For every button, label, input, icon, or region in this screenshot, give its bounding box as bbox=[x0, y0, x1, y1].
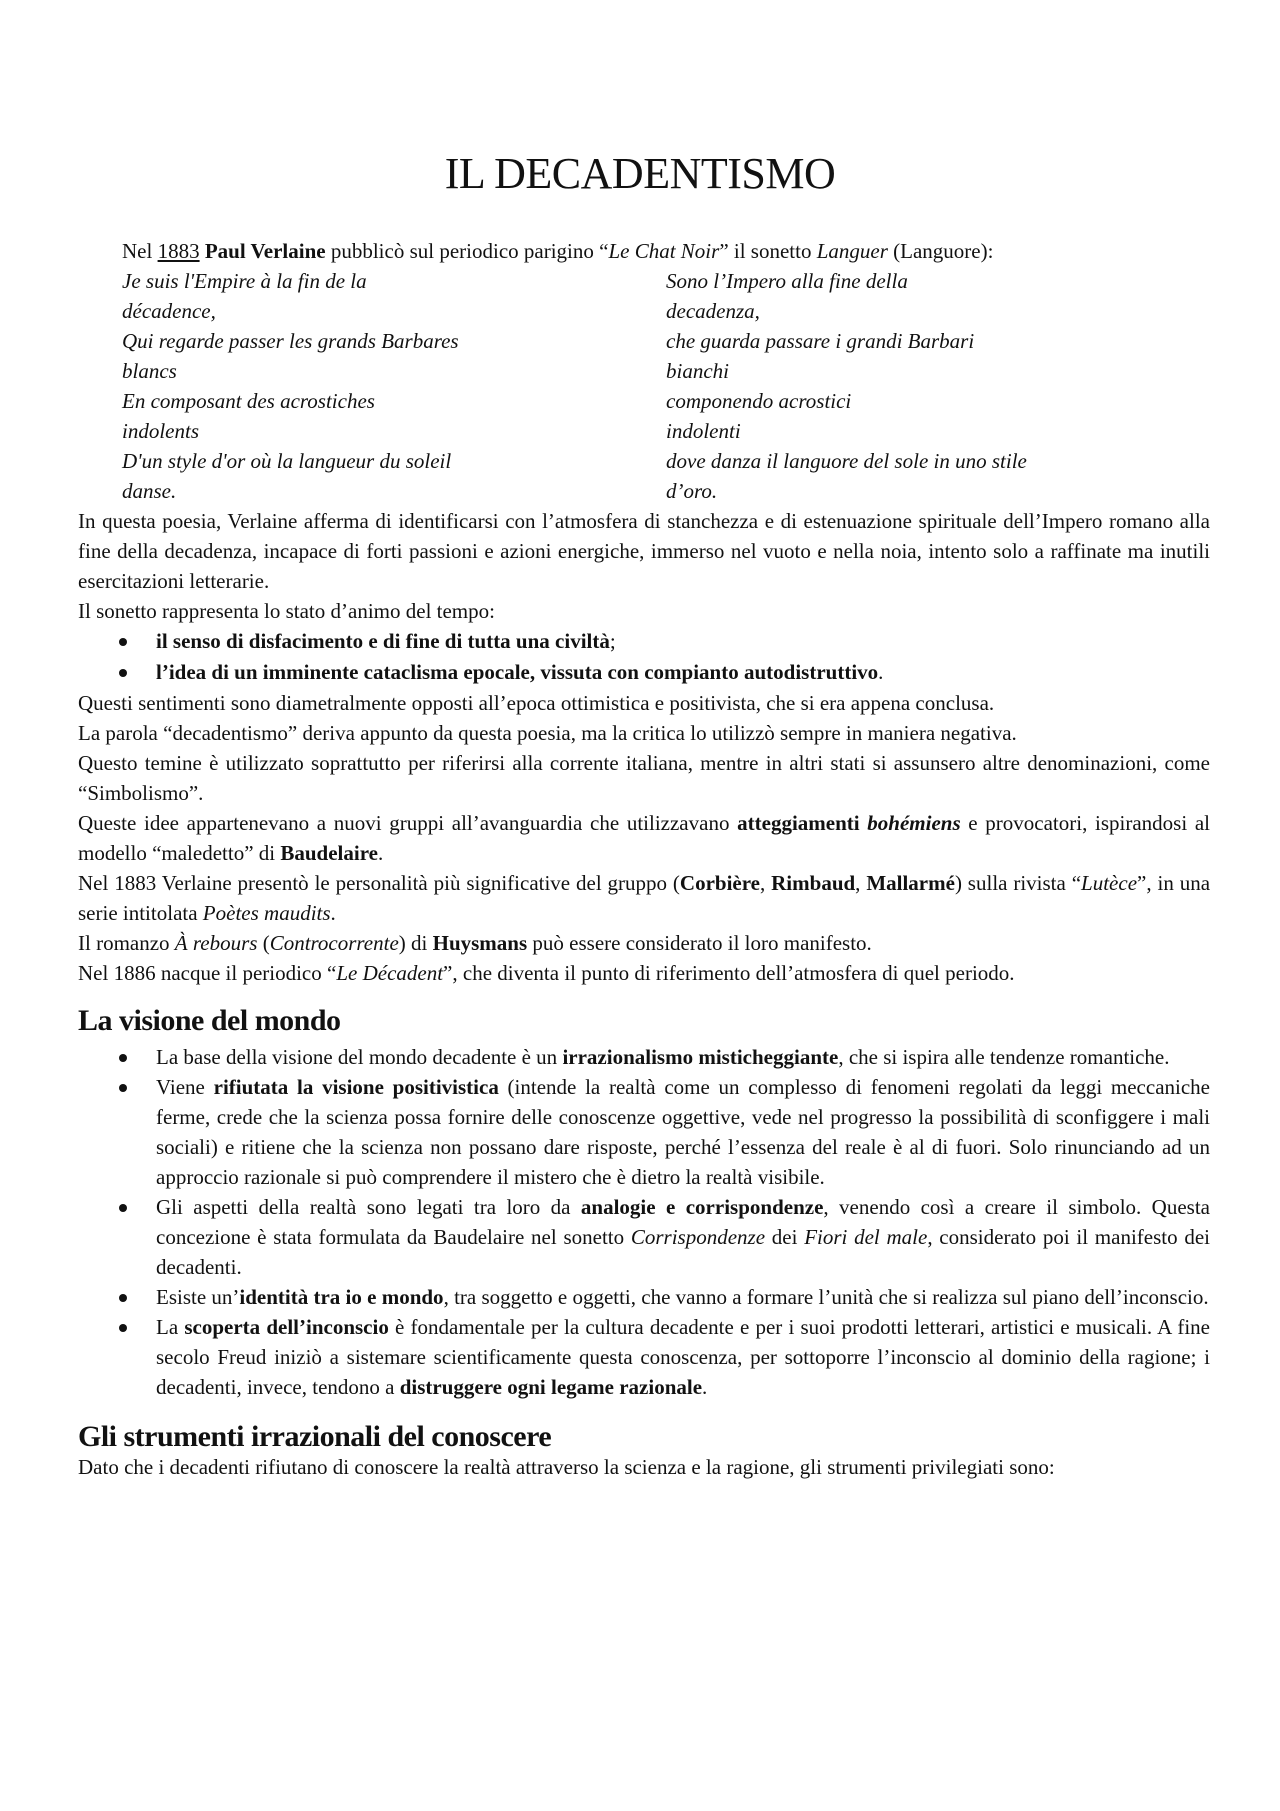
intro-text: pubblicò sul periodico parigino “ bbox=[325, 239, 609, 263]
bullet-icon bbox=[119, 1084, 127, 1092]
bold-italic-run: bohémiens bbox=[867, 811, 961, 835]
bold-run: analogie e corrispondenze bbox=[580, 1195, 824, 1219]
poem-line: D'un style d'or où la langueur du soleil bbox=[122, 449, 452, 473]
list-item bbox=[78, 657, 1210, 688]
bold-run: rifiutata la visione positivistica bbox=[213, 1075, 499, 1099]
poem-line: blancs bbox=[122, 359, 177, 383]
list-item bbox=[78, 1042, 1210, 1072]
text-run: ) sulla rivista “ bbox=[954, 871, 1082, 895]
text-run: , che si ispira alle tendenze romantiche. bbox=[838, 1045, 1170, 1069]
text-run: Nel 1886 nacque il periodico “ bbox=[78, 961, 337, 985]
text-run: , bbox=[855, 871, 867, 895]
text-run: , bbox=[760, 871, 772, 895]
bullet-list-sonetto bbox=[78, 626, 1210, 688]
poem-line: indolenti bbox=[666, 419, 741, 443]
italic-run: Le Décadent bbox=[336, 961, 444, 985]
bullet-list-visione bbox=[78, 1042, 1210, 1402]
paragraph-idee bbox=[78, 808, 1210, 868]
paragraph-termine: Questo temine è utilizzato soprattutto per riferirsi alla corrente italiana, mentre in altri stati si assunsero altre denominazioni, come “Simbolismo”. bbox=[78, 751, 1210, 805]
italic-run: À rebours bbox=[174, 931, 258, 955]
bullet-icon bbox=[119, 1324, 127, 1332]
intro-paragraph bbox=[78, 236, 1210, 266]
intro-text: ” il sonetto bbox=[719, 239, 817, 263]
poem-translation bbox=[666, 266, 1210, 506]
bold-run: distruggere ogni legame razionale bbox=[399, 1375, 703, 1399]
intro-year: 1883 bbox=[157, 239, 200, 263]
poem-line: componendo acrostici bbox=[666, 389, 852, 413]
text-run: ( bbox=[257, 931, 270, 955]
bold-run: identità tra io e mondo bbox=[239, 1285, 444, 1309]
text-run: Viene bbox=[156, 1075, 214, 1099]
text-run: è fondamentale per la cultura decadente e per i suoi prodotti letterari, artistici e musicali. A fine secolo Freud iniziò a sistemare scientificamente questa conoscenza, per sottoporre l’inconscio al dominio della ragione; i decadenti, invece, tendono a bbox=[156, 1315, 1210, 1399]
text-run: La base della visione del mondo decadente è un bbox=[156, 1045, 563, 1069]
text-run: Gli aspetti della realtà sono legati tra loro da bbox=[156, 1195, 581, 1219]
text-run: ) di bbox=[398, 931, 433, 955]
text-run: dei bbox=[765, 1225, 805, 1249]
italic-run: Corrispondenze bbox=[630, 1225, 766, 1249]
poem-original bbox=[122, 266, 666, 506]
bold-run: Corbière bbox=[679, 871, 760, 895]
paragraph-poesia: In questa poesia, Verlaine afferma di identificarsi con l’atmosfera di stanchezza e di estenuazione spirituale dell’Impero romano alla fine della decadenza, incapace di forti passioni e azioni energiche, immerso nel vuoto e nella noia, intento solo a raffinate ma inutili esercitazioni letterarie. bbox=[78, 509, 1210, 593]
bullet-icon bbox=[119, 669, 127, 677]
paragraph-1886 bbox=[78, 958, 1210, 988]
italic-run: Poètes maudits bbox=[202, 901, 331, 925]
poem-line: d’oro. bbox=[666, 479, 718, 503]
bold-run: Rimbaud bbox=[771, 871, 856, 895]
text-run: , tra soggetto e oggetti, che vanno a formare l’unità che si realizza sul piano dell’inconscio. bbox=[443, 1285, 1209, 1309]
section-heading-strumenti: Gli strumenti irrazionali del conoscere bbox=[78, 1420, 552, 1453]
italic-run: Fiori del male bbox=[804, 1225, 928, 1249]
bold-run: Mallarmé bbox=[866, 871, 955, 895]
poem-line: dove danza il languore del sole in uno stile bbox=[666, 449, 1027, 473]
text-run: . bbox=[377, 841, 384, 865]
paragraph-1883 bbox=[78, 868, 1210, 928]
bold-run: Huysmans bbox=[432, 931, 528, 955]
paragraph-sentimenti: Questi sentimenti sono diametralmente opposti all’epoca ottimistica e positivista, che si era appena conclusa. bbox=[78, 691, 995, 715]
text-run: La bbox=[156, 1315, 185, 1339]
paragraph-parola: La parola “decadentismo” deriva appunto da questa poesia, ma la critica lo utilizzò sempre in maniera negativa. bbox=[78, 721, 1017, 745]
bullet-icon bbox=[119, 638, 127, 646]
bullet-bold-text: il senso di disfacimento e di fine di tutta una civiltà bbox=[156, 629, 610, 653]
text-run: (intende la realtà come un complesso di fenomeni regolati da leggi meccaniche ferme, crede che la scienza possa fornire delle conoscenze oggettive, vede nel progresso la possibilità di sconfiggere i mali sociali) e ritiene che la scienza non possano dare risposte, perché l’essenza del reale è al di fuori. Solo rinunciando ad un approccio razionale si può comprendere il mistero che è dietro la realtà visibile. bbox=[156, 1075, 1210, 1189]
intro-text: Nel bbox=[122, 239, 158, 263]
bullet-icon bbox=[119, 1294, 127, 1302]
bold-run: Baudelaire bbox=[280, 841, 378, 865]
poem-line: che guarda passare i grandi Barbari bbox=[666, 329, 975, 353]
poem-line: Sono l’Impero alla fine della bbox=[666, 269, 908, 293]
poem-line: decadenza, bbox=[666, 299, 760, 323]
text-run: ”, in una serie intitolata bbox=[78, 871, 1211, 925]
poem-line: Je suis l'Empire à la fin de la bbox=[122, 269, 367, 293]
bullet-icon bbox=[119, 1204, 127, 1212]
intro-text: (Languore): bbox=[887, 239, 994, 263]
text-run: e provocatori, ispirandosi al modello “maledetto” di bbox=[78, 811, 1211, 865]
text-run: può essere considerato il loro manifesto. bbox=[527, 931, 872, 955]
bold-run: atteggiamenti bbox=[737, 811, 868, 835]
poem-line: danse. bbox=[122, 479, 177, 503]
text-run: Nel 1883 Verlaine presentò le personalità più significative del gruppo ( bbox=[78, 871, 680, 895]
bold-run: scoperta dell’inconscio bbox=[184, 1315, 389, 1339]
bullet-icon bbox=[119, 1054, 127, 1062]
list-item bbox=[78, 626, 1210, 657]
document-body bbox=[78, 236, 1210, 1482]
poem-line: bianchi bbox=[666, 359, 729, 383]
list-item bbox=[78, 1312, 1210, 1402]
text-run: Il romanzo bbox=[78, 931, 175, 955]
poem-line: En composant des acrostiches bbox=[122, 389, 375, 413]
bullet-bold-text: l’idea di un imminente cataclisma epocale, vissuta con compianto autodistruttivo bbox=[156, 660, 879, 684]
poem-line: indolents bbox=[122, 419, 199, 443]
paragraph-sonetto: Il sonetto rappresenta lo stato d’animo del tempo: bbox=[78, 599, 495, 623]
intro-sonnet-title: Languer bbox=[816, 239, 888, 263]
text-run: , considerato poi il manifesto dei decadenti. bbox=[156, 1225, 1211, 1279]
italic-run: Lutèce bbox=[1081, 871, 1138, 895]
intro-author: Paul Verlaine bbox=[204, 239, 326, 263]
list-item bbox=[78, 1282, 1210, 1312]
text-run: . bbox=[702, 1375, 708, 1399]
text-run: ”, che diventa il punto di riferimento dell’atmosfera di quel periodo. bbox=[443, 961, 1015, 985]
text-run: Esiste un’ bbox=[156, 1285, 240, 1309]
page-title: IL DECADENTISMO bbox=[444, 149, 836, 198]
text-run: Queste idee appartenevano a nuovi gruppi all’avanguardia che utilizzavano bbox=[78, 811, 738, 835]
intro-journal: Le Chat Noir bbox=[608, 239, 720, 263]
bullet-text: ; bbox=[609, 629, 616, 653]
section-heading-visione: La visione del mondo bbox=[78, 1004, 341, 1037]
list-item bbox=[78, 1192, 1210, 1282]
paragraph-strumenti: Dato che i decadenti rifiutano di conoscere la realtà attraverso la scienza e la ragione, gli strumenti privilegiati sono: bbox=[78, 1455, 1055, 1479]
poem-line: décadence, bbox=[122, 299, 216, 323]
poem-line: Qui regarde passer les grands Barbares bbox=[122, 329, 459, 353]
bullet-text: . bbox=[878, 660, 884, 684]
text-run: , venendo così a creare il simbolo. Questa concezione è stata formulata da Baudelaire nel sonetto bbox=[156, 1195, 1211, 1249]
bold-run: irrazionalismo misticheggiante bbox=[562, 1045, 839, 1069]
italic-run: Controcorrente bbox=[269, 931, 399, 955]
text-run: . bbox=[330, 901, 336, 925]
poem-block bbox=[78, 266, 1210, 506]
paragraph-romanzo bbox=[78, 928, 1210, 958]
list-item bbox=[78, 1072, 1210, 1192]
